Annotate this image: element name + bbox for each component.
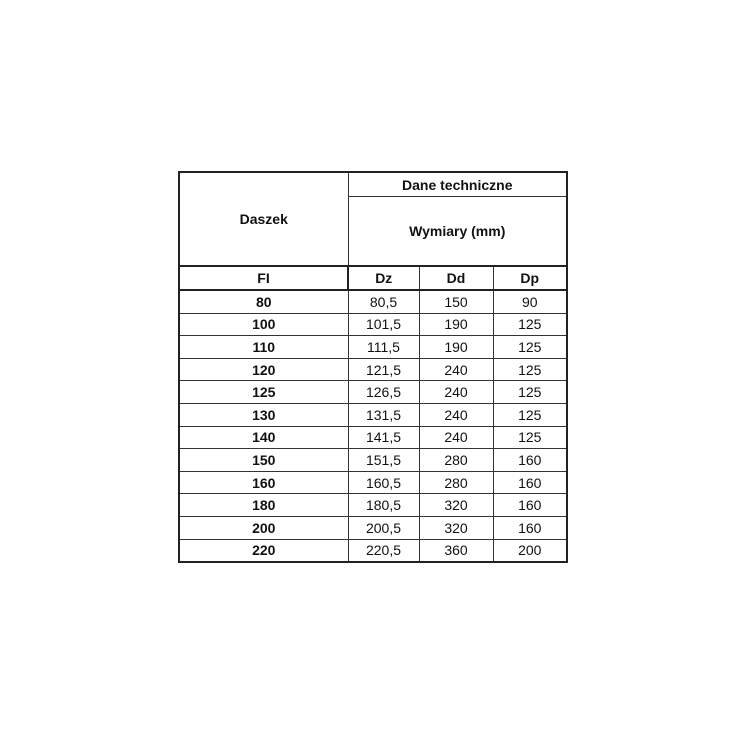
cell-dd: 150 <box>419 290 493 313</box>
cell-dd: 360 <box>419 539 493 562</box>
table-row <box>179 403 567 426</box>
cell-dp: 125 <box>493 336 567 359</box>
cell-dz: 101,5 <box>348 313 419 336</box>
table-row <box>179 449 567 472</box>
cell-fi: 110 <box>179 336 348 359</box>
cell-dz: 160,5 <box>348 471 419 494</box>
table-row <box>179 313 567 336</box>
table-row <box>179 471 567 494</box>
cell-dp: 200 <box>493 539 567 562</box>
column-header-dz: Dz <box>348 266 419 290</box>
table-row <box>179 494 567 517</box>
cell-dp: 160 <box>493 494 567 517</box>
cell-fi: 120 <box>179 358 348 381</box>
cell-dd: 190 <box>419 313 493 336</box>
cell-fi: 80 <box>179 290 348 313</box>
table-row <box>179 290 567 313</box>
cell-dp: 125 <box>493 358 567 381</box>
cell-fi: 180 <box>179 494 348 517</box>
table-row <box>179 516 567 539</box>
cell-dz: 80,5 <box>348 290 419 313</box>
cell-dp: 125 <box>493 426 567 449</box>
table-row <box>179 336 567 359</box>
cell-dz: 200,5 <box>348 516 419 539</box>
cell-dp: 90 <box>493 290 567 313</box>
cell-fi: 200 <box>179 516 348 539</box>
cell-dp: 160 <box>493 449 567 472</box>
table-row <box>179 381 567 404</box>
cell-dd: 280 <box>419 449 493 472</box>
cell-dz: 151,5 <box>348 449 419 472</box>
dimensions-header: Wymiary (mm) <box>348 197 567 267</box>
table-row <box>179 539 567 562</box>
cell-fi: 130 <box>179 403 348 426</box>
column-header-row <box>179 266 567 290</box>
cell-dz: 220,5 <box>348 539 419 562</box>
cell-dz: 141,5 <box>348 426 419 449</box>
cell-dz: 180,5 <box>348 494 419 517</box>
cell-fi: 125 <box>179 381 348 404</box>
brand-header: Daszek <box>179 172 348 266</box>
table-row <box>179 426 567 449</box>
cell-dd: 280 <box>419 471 493 494</box>
cell-fi: 160 <box>179 471 348 494</box>
cell-dd: 240 <box>419 426 493 449</box>
column-header-dp: Dp <box>493 266 567 290</box>
cell-fi: 100 <box>179 313 348 336</box>
cell-fi: 140 <box>179 426 348 449</box>
cell-dz: 111,5 <box>348 336 419 359</box>
cell-dd: 240 <box>419 381 493 404</box>
column-header-fi: FI <box>179 266 348 290</box>
table-row <box>179 358 567 381</box>
cell-dd: 190 <box>419 336 493 359</box>
cell-dp: 160 <box>493 471 567 494</box>
cell-dz: 131,5 <box>348 403 419 426</box>
cell-dp: 125 <box>493 403 567 426</box>
cell-dz: 126,5 <box>348 381 419 404</box>
cell-dp: 125 <box>493 313 567 336</box>
cell-dd: 320 <box>419 494 493 517</box>
cell-dz: 121,5 <box>348 358 419 381</box>
column-header-dd: Dd <box>419 266 493 290</box>
cell-fi: 150 <box>179 449 348 472</box>
technical-data-table <box>178 171 568 563</box>
cell-dp: 125 <box>493 381 567 404</box>
cell-dd: 320 <box>419 516 493 539</box>
cell-dd: 240 <box>419 403 493 426</box>
cell-dd: 240 <box>419 358 493 381</box>
technical-data-header: Dane techniczne <box>348 172 567 197</box>
cell-fi: 220 <box>179 539 348 562</box>
cell-dp: 160 <box>493 516 567 539</box>
